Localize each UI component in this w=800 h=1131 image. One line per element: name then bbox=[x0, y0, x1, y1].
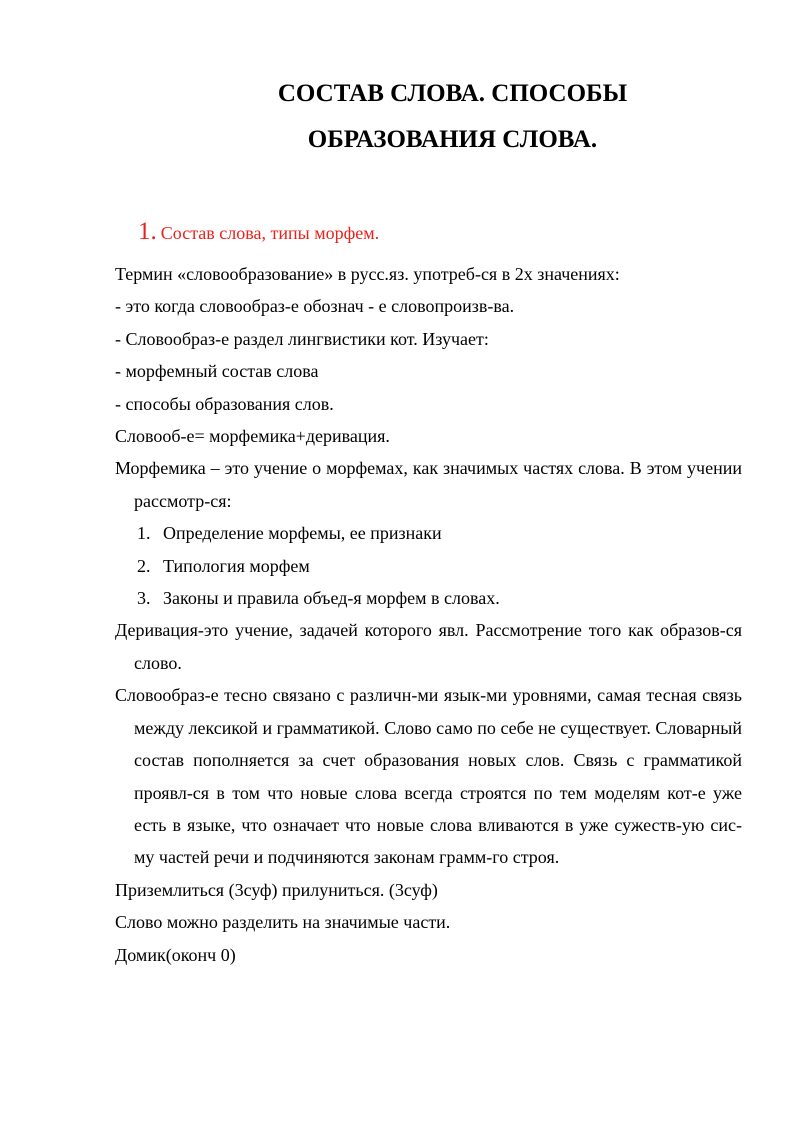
paragraph-example-ending: Домик(оконч 0) bbox=[115, 944, 236, 965]
page-title-line-1: СОСТАВ СЛОВА. СПОСОБЫ bbox=[277, 80, 628, 107]
section-number: 1. bbox=[138, 218, 157, 245]
list-item-number: 3. bbox=[137, 588, 151, 609]
paragraph-word-formation: Словообраз-е тесно связано с различн-ми язык-ми уровнями, самая тесная связь между лексикой и грамматикой. Слово само по себе не существует. Словарный состав пополняется за счет образования новых слов. Связь с грамматикой проявл-ся в том что новые слова всегда строятся по тем моделям кот-е уже есть в языке, что означает что новые слова вливаются в уже сужеств-ую сис-му частей речи и подчиняются законам грамм-го строя. bbox=[115, 685, 742, 868]
paragraph-meaning-2: - Словообраз-е раздел лингвистики кот. Изучает: bbox=[115, 328, 489, 349]
list-item bbox=[137, 517, 742, 549]
paragraph-formula: Словооб-е= морфемика+деривация. bbox=[115, 426, 390, 447]
list-item-number: 2. bbox=[137, 555, 151, 576]
list-item-text: Законы и правила объед-я морфем в словах. bbox=[163, 588, 500, 609]
paragraph-meaning-1: - это когда словообраз-е обознач - е словопроизв-ва. bbox=[115, 296, 515, 317]
paragraph-study-item-1: - морфемный состав слова bbox=[115, 361, 319, 382]
list-item-text: Типология морфем bbox=[163, 555, 310, 576]
list-item-text: Определение морфемы, ее признаки bbox=[163, 523, 442, 544]
paragraph-example-suffix: Приземлиться (3суф) прилуниться. (3суф) bbox=[115, 879, 438, 900]
numbered-list bbox=[115, 517, 742, 614]
document-body bbox=[115, 258, 742, 971]
paragraph-term: Термин «словообразование» в русс.яз. употреб-ся в 2х значениях: bbox=[115, 264, 620, 284]
section-heading-text: Состав слова, типы морфем. bbox=[160, 223, 380, 243]
paragraph-morphemics: Морфемика – это учение о морфемах, как значимых частях слова. В этом учении рассмотр-ся: bbox=[115, 458, 742, 511]
list-item bbox=[137, 582, 742, 614]
paragraph-study-item-2: - способы образования слов. bbox=[115, 393, 334, 414]
paragraph-divisible: Слово можно разделить на значимые части. bbox=[115, 912, 451, 933]
list-item-number: 1. bbox=[137, 523, 151, 544]
page-title-line-2: ОБРАЗОВАНИЯ СЛОВА. bbox=[307, 126, 598, 153]
paragraph-derivation: Деривация-это учение, задачей которого явл. Рассмотрение того как образов-ся слово. bbox=[115, 620, 742, 673]
section-heading bbox=[138, 218, 379, 247]
list-item bbox=[137, 550, 742, 582]
